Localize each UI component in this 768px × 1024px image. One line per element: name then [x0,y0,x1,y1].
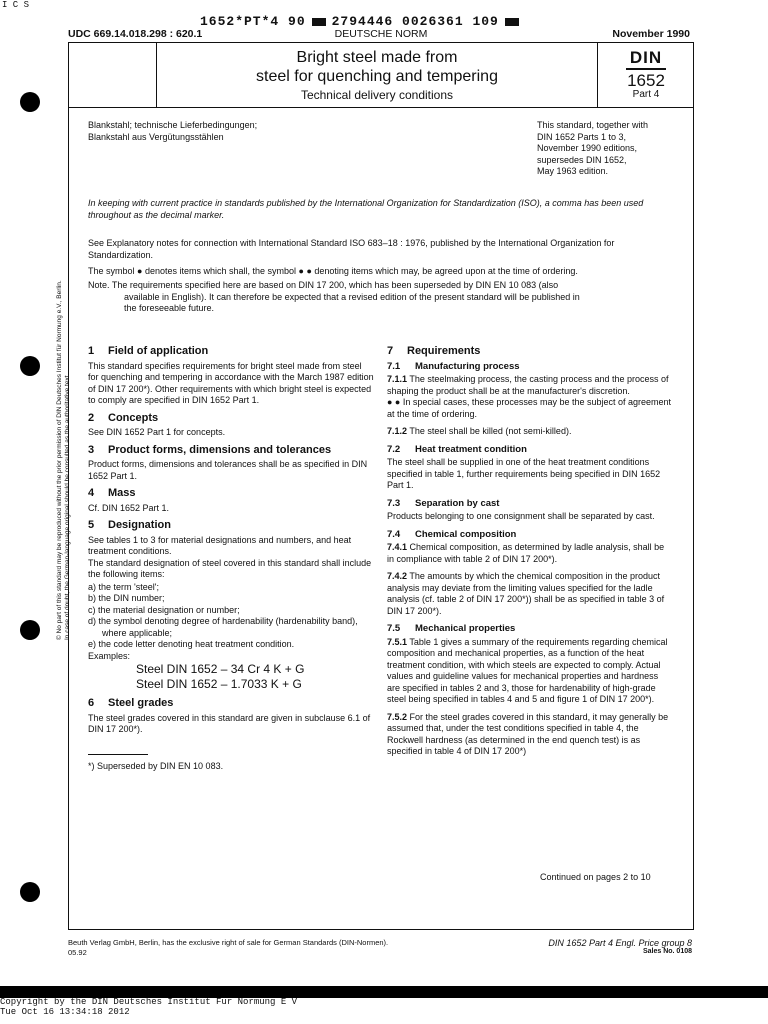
subsection-heading-7-2 [387,444,673,456]
subsection-title: Heat treatment condition [415,443,527,455]
publisher-note [68,938,388,958]
title-line-1: Bright steel made from [296,49,458,66]
iso-decimal-note: In keeping with current practice in standards published by the International Organization for Standardization (ISO), a comma has been used throughout as the decimal marker. [88,198,644,220]
subsection-number: 7.1 [387,360,401,372]
supersedes-line-3: November 1990 editions, [537,143,638,153]
section-number: 7 [387,345,394,357]
section-title: Mass [108,487,136,499]
clause-7-2: The steel shall be supplied in one of the heat treatment conditions specified in table 1, further requirements being specified in DIN 1652 Part 1. [387,457,661,490]
subsection-heading-7-1 [387,361,673,373]
title-center [156,48,598,102]
section-number: 3 [88,443,95,456]
punch-hole [20,620,40,640]
clause-text: Chemical composition, as determined by ladle analysis, shall be in compliance with table 2 of DIN 17 200*). [387,542,665,564]
title-block [68,42,694,108]
vertical-copyright-notice [56,280,72,640]
section-number: 4 [88,487,95,499]
clause-7-4-1 [387,542,673,565]
clause-7-1-1-agreement: ● ● In special cases, these processes may be the subject of agreement at the time of ordering. [387,397,672,419]
section-number: 6 [88,697,95,709]
list-item: d) the symbol denoting degree of hardenability (hardenability band), where applicable; [88,616,358,638]
continued-note: Continued on pages 2 to 10 [540,872,651,882]
example-designation-1: Steel DIN 1652 – 34 Cr 4 K + G [136,662,305,676]
footnote: *) Superseded by DIN EN 10 083. [88,760,224,771]
list-item: a) the term 'steel'; [88,581,159,592]
section-title: Designation [108,519,171,531]
clause-number: 7.5.2 [387,711,408,722]
code-block-mark [312,18,326,26]
clause-7-5-2 [387,712,673,758]
document-code-line [200,14,519,29]
explanatory-note: See Explanatory notes for connection with International Standard ISO 683–18 : 1976, published by the International Organization for Standardization. [88,238,615,260]
subsection-number: 7.4 [387,528,401,540]
clause-number: 7.1.1 [387,374,408,384]
udc-code: UDC 669.14.018.298 : 620.1 [68,28,203,40]
note-line-1: Note. The requirements specified here are based on DIN 17 200, which has been superseded by DIN EN 10 083 (also [88,280,559,290]
section-text-6: The steel grades covered in this standard are given in subclause 6.1 of DIN 17 200*). [88,712,371,734]
left-column [88,340,374,772]
clause-text: The steelmaking process, the casting process and the process of shaping the product shall be at the manufacturer's discretion. [387,374,669,396]
clause-text: For the steel grades covered in this standard, it may generally be assumed that, under the test conditions specified in table 4, the Rockwell hardness (as determined in the end quench test) is as specified in table 4 of DIN 17 200*) [387,711,669,756]
list-item: b) the DIN number; [88,593,165,603]
clause-number: 7.4.1 [387,542,408,552]
section-heading-1 [88,346,374,358]
clause-text: The amounts by which the chemical composition in the product analysis may deviate from the limiting values specified for the ladle analysis (cf. table 2 of DIN 17 200*)) shall be as specified in table 3 of DIN 17 200*). [387,571,665,616]
subtitle: Technical delivery conditions [300,88,454,102]
section-text-2: See DIN 1652 Part 1 for concepts. [88,427,226,437]
punch-hole [20,882,40,902]
section-text-4: Cf. DIN 1652 Part 1. [88,502,170,513]
clause-text: The steel shall be killed (not semi-killed). [409,426,572,436]
supersedes-line-4: supersedes DIN 1652, [537,154,627,165]
subsection-title: Separation by cast [415,497,500,509]
supersedes-note [537,120,687,178]
list-item: c) the material designation or number; [88,604,240,615]
section-text-5b: The standard designation of steel covered in this standard shall include the following items: [88,557,372,579]
clause-number: 7.1.2 [387,426,408,436]
section-number: 1 [88,345,95,357]
section-heading-3 [88,445,374,457]
timestamp-line: Tue Oct 16 13:34:18 2012 [0,1007,130,1017]
clause-7-1-1 [387,374,673,397]
price-group: DIN 1652 Part 4 Engl. Price group 8 [548,938,692,948]
clause-7-5-1 [387,637,673,706]
supersedes-line-2: DIN 1652 Parts 1 to 3, [537,131,627,142]
list-item: e) the code letter denoting heat treatment condition. [88,639,295,649]
issue-date: November 1990 [612,28,690,40]
code-part-left: 1652*PT*4 90 [200,14,306,29]
supersedes-line-5: May 1963 edition. [537,166,609,176]
title-line-2: steel for quenching and tempering [256,68,498,85]
section-title: Steel grades [108,697,174,709]
publisher-line: Beuth Verlag GmbH, Berlin, has the exclusive right of sale for German Standards (DIN-Normen). [68,938,389,947]
org-name: DEUTSCHE NORM [334,28,428,40]
german-title-line-1: Blankstahl; technische Lieferbedingungen; [88,120,258,130]
subsection-heading-7-4 [387,529,673,541]
clause-7-3: Products belonging to one consignment shall be separated by cast. [387,511,655,521]
section-heading-2 [88,413,374,425]
copyright-line: Copyright by the DIN Deutsches Institut Fur Normung E V [0,997,298,1007]
code-block-mark-end [505,18,519,26]
supersedes-line-1: This standard, together with [537,120,649,130]
subsection-heading-7-5 [387,623,673,635]
section-text-1: This standard specifies requirements for bright steel made from steel for quenching and tempering in accordance with the March 1987 edition of DIN 17 200*). Other requirements with which bright steel is expected to comply are specified in DIN 1652 Part 1. [88,360,374,405]
header-row [68,28,694,42]
subsection-number: 7.2 [387,443,401,455]
section-title: Requirements [407,345,481,357]
section-text-3: Product forms, dimensions and tolerances shall be as specified in DIN 1652 Part 1. [88,459,368,481]
section-heading-4 [88,488,374,500]
note-line-2: available in English). It can therefore be expected that a revised edition of the present standard will be published in [124,291,580,302]
clause-text: Table 1 gives a summary of the requirements regarding chemical composition and mechanical properties, as a function of the heat treatment condition, with which steels are expected to comply. Actual values and guideline values for mechanical properties and hardness are specified in tables 2 and 3, those for hardenability of high-grade steel being specified in tables 4 and 5 and figure 1 of DIN 17 200*). [387,636,668,704]
examples-label: Examples: [88,650,131,661]
print-date: 05.92 [68,948,87,957]
clause-number: 7.4.2 [387,571,408,581]
german-title [88,120,257,143]
section-heading-6 [88,698,374,710]
copyright-stamp [0,997,297,1017]
subsection-number: 7.3 [387,497,401,509]
corner-tag: I C S [2,0,30,10]
section-title: Field of application [108,345,209,357]
section-text-5a: See tables 1 to 3 for material designations and numbers, and heat treatment conditions. [88,534,352,556]
subsection-title: Manufacturing process [415,360,520,372]
clause-7-1-2 [387,426,673,438]
punch-hole [20,92,40,112]
subsection-heading-7-3 [387,498,673,510]
note-line-3: the foreseeable future. [124,303,215,313]
din-logo: DIN [626,48,666,70]
punch-hole [20,356,40,376]
section-title: Concepts [108,411,159,424]
notice-line-1: © No part of this standard may be reproduced without the prior permission of DIN Deutsches Institut für Normung e.V., Berlin. [56,280,63,640]
din-part: Part 4 [632,89,660,100]
price-info [506,938,692,955]
title-left-cell [68,42,157,107]
clause-number: 7.5.1 [387,636,408,647]
section-title: Product forms, dimensions and tolerances [108,443,332,456]
din-badge [597,42,694,107]
subsection-number: 7.5 [387,623,401,634]
din-number: 1652 [627,71,665,90]
section-number: 5 [88,519,95,531]
section-number: 2 [88,411,95,424]
code-part-right: 2794446 0026361 109 [331,14,499,29]
german-title-line-2: Blankstahl aus Vergütungsstählen [88,131,224,142]
symbol-legend: The symbol ● denotes items which shall, the symbol ● ● denoting items which may, be agreed upon at the time of ordering. [88,266,578,276]
footnote-rule [88,754,148,755]
subsection-title: Mechanical properties [415,623,516,634]
example-designation-2: Steel DIN 1652 – 1.7033 K + G [136,677,302,691]
supersession-note [88,280,678,315]
section-heading-5 [88,520,374,532]
clause-7-4-2 [387,571,673,617]
subsection-title: Chemical composition [415,528,517,540]
section-heading-7 [387,346,673,358]
sales-number: Sales No. 0108 [642,948,692,955]
notice-line-2: In case of doubt, the German-language original should be consulted as the authoritative text. [64,373,71,640]
right-column [387,340,673,764]
